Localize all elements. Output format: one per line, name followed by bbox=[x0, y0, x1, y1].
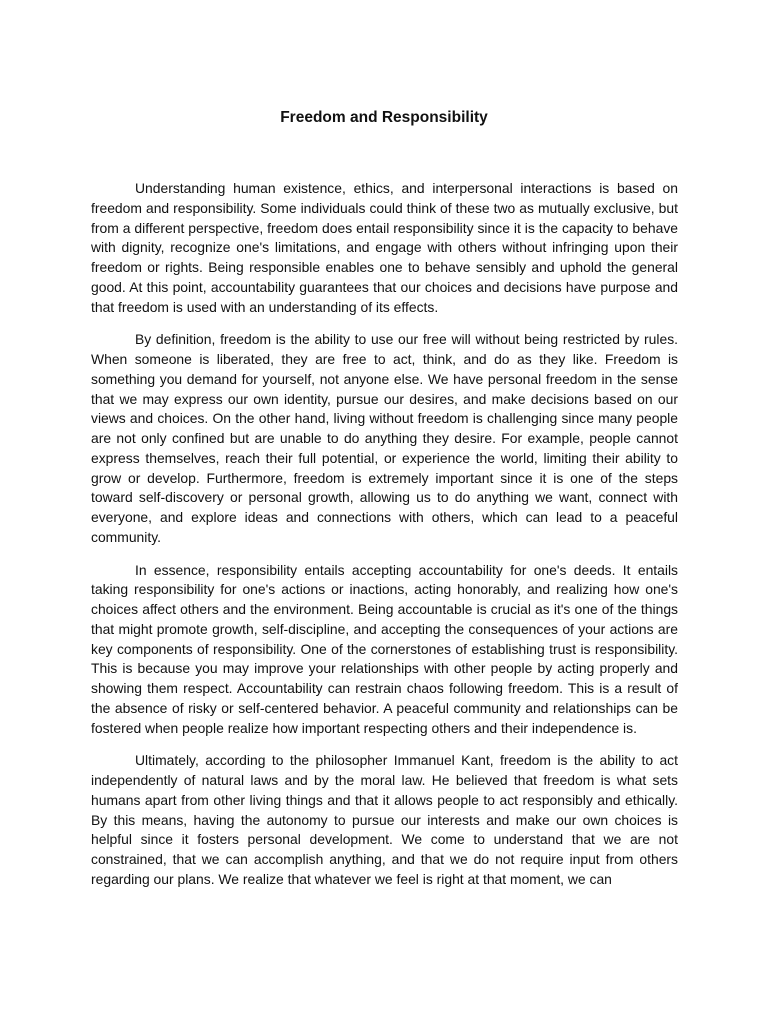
paragraph-4: Ultimately, according to the philosopher Immanuel Kant, freedom is the ability to act independently of natural laws and by the moral law. He believed that freedom is what sets humans apart from other living things and that it allows people to act responsibly and ethically. By this means, having the autonomy to pursue our interests and make our own choices is helpful since it fosters personal development. We come to understand that we are not constrained, that we can accomplish anything, and that we do not require input from others regarding our plans. We realize that whatever we feel is right at that moment, we can bbox=[91, 752, 678, 887]
document-title: Freedom and Responsibility bbox=[280, 109, 488, 126]
paragraph-1: Understanding human existence, ethics, and interpersonal interactions is based on freedom and responsibility. Some individuals could think of these two as mutually exclusive, but from a different perspective, freedom does entail responsibility since it is the capacity to behave with dignity, recognize one's limitations, and engage with others without infringing upon their freedom or rights. Being responsible enables one to behave sensibly and uphold the general good. At this point, accountability guarantees that our choices and decisions have purpose and that freedom is used with an understanding of its effects. bbox=[91, 180, 678, 315]
paragraph-3: In essence, responsibility entails accepting accountability for one's deeds. It entails taking responsibility for one's actions or inactions, acting honorably, and realizing how one's choices affect others and the environment. Being accountable is crucial as it's one of the things that might promote growth, self-discipline, and accepting the consequences of your actions are key components of responsibility. One of the cornerstones of establishing trust is responsibility. This is because you may improve your relationships with other people by acting properly and showing them respect. Accountability can restrain chaos following freedom. This is a result of the absence of risky or self-centered behavior. A peaceful community and relationships can be fostered when people realize how important respecting others and their independence is. bbox=[91, 561, 678, 736]
document-body bbox=[91, 179, 678, 903]
paragraph-2: By definition, freedom is the ability to use our free will without being restricted by rules. When someone is liberated, they are free to act, think, and do as they like. Freedom is something you demand for yourself, not anyone else. We have personal freedom in the sense that we may express our own identity, pursue our desires, and make decisions based on our views and choices. On the other hand, living without freedom is challenging since many people are not only confined but are unable to do anything they desire. For example, people cannot express themselves, reach their full potential, or experience the world, limiting their ability to grow or develop. Furthermore, freedom is extremely important since it is one of the steps toward self-discovery or personal growth, allowing us to do anything we want, connect with everyone, and explore ideas and connections with others, which can lead to a peaceful community. bbox=[91, 331, 678, 545]
